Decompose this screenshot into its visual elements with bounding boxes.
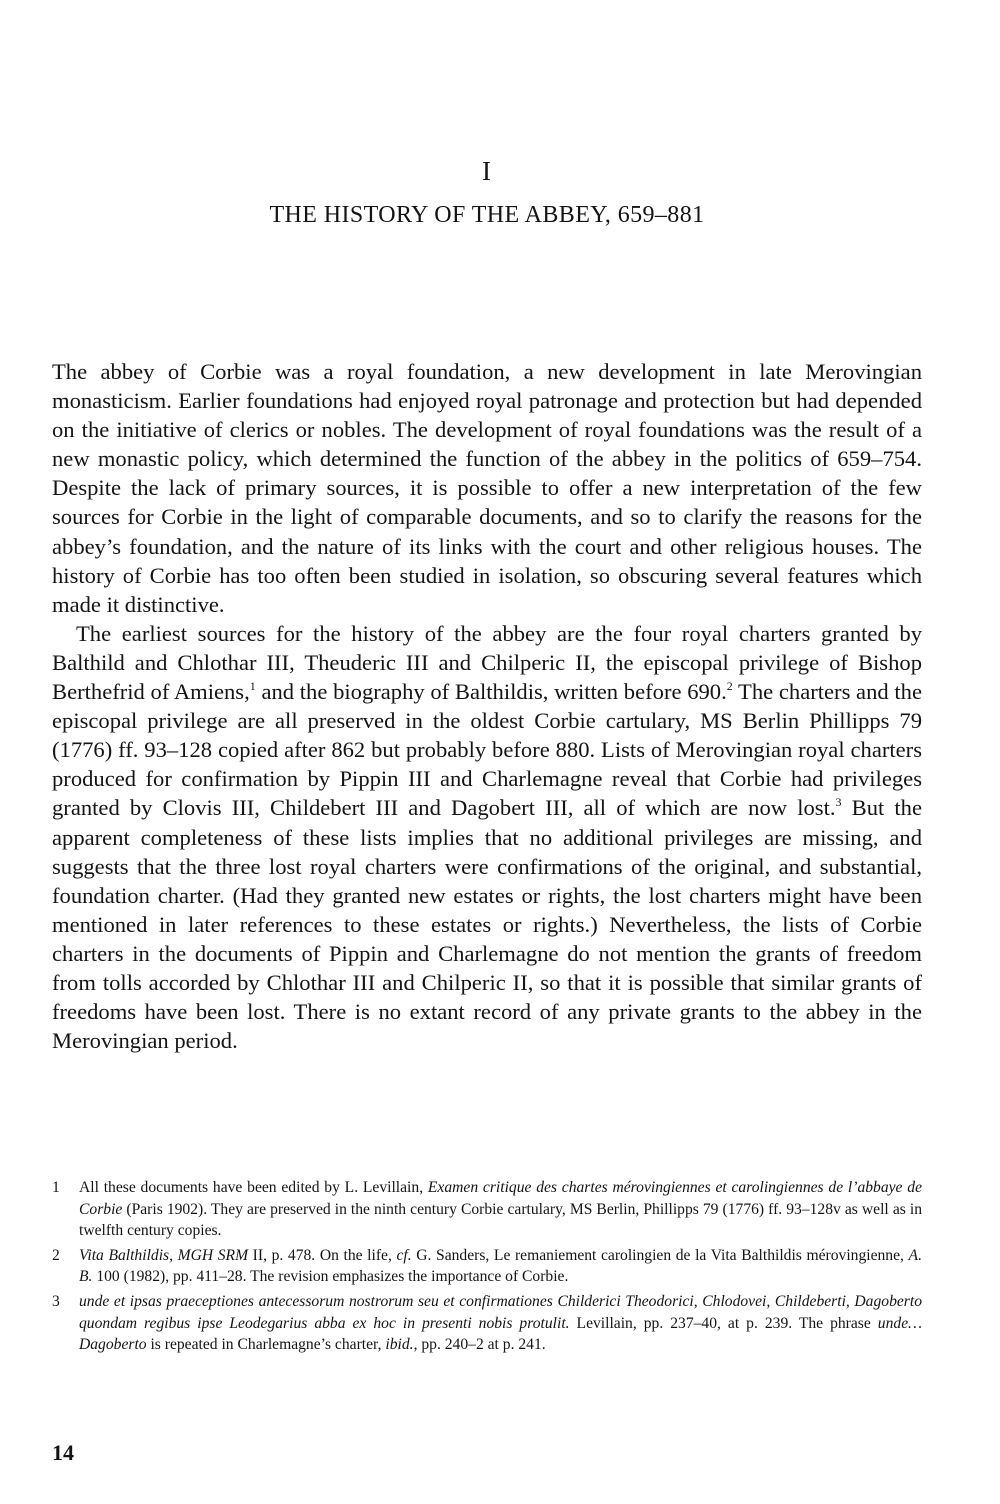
footnote-text: , pp. 240–2 at p. 241.	[413, 1336, 546, 1354]
footnotes	[52, 1177, 922, 1359]
footnote-italic: Vita Balthildis, MGH SRM	[79, 1246, 249, 1264]
footnote-italic: unde…Dagoberto	[79, 1314, 922, 1354]
footnote-text: All these documents have been edited by L. Levillain,	[79, 1179, 428, 1196]
footnote-text: (Paris 1902). They are preserved in the ninth century Corbie cartulary, MS Berlin, Phillipps 79 (1776) ff. 93–128v as well as in twelfth century copies.	[79, 1200, 922, 1240]
footnote-ref-1[interactable]: 1	[249, 679, 256, 694]
footnote-number: 1	[52, 1179, 60, 1196]
footnote-2	[52, 1245, 922, 1288]
body-text	[52, 357, 922, 1055]
footnote-text: is repeated in Charlemagne’s charter,	[146, 1336, 386, 1354]
footnote-ref-2[interactable]: 2	[726, 679, 733, 694]
paragraph-1: The abbey of Corbie was a royal foundation, a new development in late Merovingian monasticism. Earlier foundations had enjoyed royal patronage and protection but had depended on the initiative of clerics or nobles. The development of royal foundations was the result of a new monastic policy, which determined the function of the abbey in the politics of 659–754. Despite the lack of primary sources, it is possible to offer a new interpretation of the few sources for Corbie in the light of comparable documents, and so to clarify the reasons for the abbey’s foundation, and the nature of its links with the court and other religious houses. The history of Corbie has too often been studied in isolation, so obscuring several features which made it distinctive.	[52, 359, 922, 617]
footnote-italic: ibid.	[385, 1336, 414, 1354]
paragraph-2-part-2: and the biography of Balthildis, written before 690.	[255, 679, 727, 705]
footnote-italic: unde et ipsas praeceptiones antecessorum nostrorum seu et confirmationes Childerici Theodorici, Chlodovei, Childeberti, Dagoberto quondam regibus ipse Leodegarius abba ex hoc in presenti nobis protulit.	[79, 1292, 922, 1332]
paragraph-2	[52, 619, 922, 1055]
footnote-text: 100 (1982), pp. 411–28. The revision emphasizes the importance of Corbie.	[92, 1268, 569, 1286]
paragraph-2-part-4: But the apparent completeness of these lists implies that no additional privileges are missing, and suggests that the three lost royal charters were confirmations of the original, and substantial, foundation charter. (Had they granted new estates or rights, the lost charters might have been mentioned in later references to these estates or rights.) Nevertheless, the lists of Corbie charters in the documents of Pippin and Charlemagne do not mention the grants of freedom from tolls accorded by Chlothar III and Chilperic II, so that it is possible that similar grants of freedoms have been lost. There is no extant record of any private grants to the abbey in the Merovingian period.	[52, 795, 923, 1054]
footnote-italic: cf.	[396, 1246, 412, 1264]
book-page	[52, 0, 922, 1504]
footnote-text: Levillain, pp. 237–40, at p. 239. The phrase	[569, 1314, 878, 1332]
footnote-text: II, p. 478. On the life,	[248, 1246, 397, 1264]
footnote-number: 3	[52, 1292, 60, 1310]
footnote-1	[52, 1177, 922, 1242]
footnote-number: 2	[52, 1246, 60, 1264]
footnote-text: G. Sanders, Le remaniement carolingien de la Vita Balthildis mérovingienne,	[411, 1246, 909, 1264]
chapter-number: I	[482, 156, 492, 186]
footnote-3	[52, 1291, 922, 1356]
paragraph-2-part-1: The earliest sources for the history of the abbey are the four royal charters granted by Balthild and Chlothar III, Theuderic III and Chilperic II, the episcopal privilege of Bishop Berthefrid of Amiens,	[52, 620, 922, 705]
footnote-italic: Examen critique des chartes mérovingiennes et carolingiennes de l’abbaye de Corbie	[79, 1179, 922, 1218]
footnote-ref-3[interactable]: 3	[835, 795, 842, 810]
chapter-title: THE HISTORY OF THE ABBEY, 659–881	[269, 202, 705, 228]
paragraph-2-part-3: The charters and the episcopal privilege are all preserved in the oldest Corbie cartulary, MS Berlin Phillipps 79 (1776) ff. 93–128 copied after 862 but probably before 880. Lists of Merovingian royal charters produced for confirmation by Pippin III and Charlemagne reveal that Corbie had privileges granted by Clovis III, Childebert III and Dagobert III, all of which are now lost.	[52, 679, 922, 821]
footnote-italic: A. B.	[79, 1246, 922, 1286]
page-number: 14	[52, 1440, 74, 1465]
